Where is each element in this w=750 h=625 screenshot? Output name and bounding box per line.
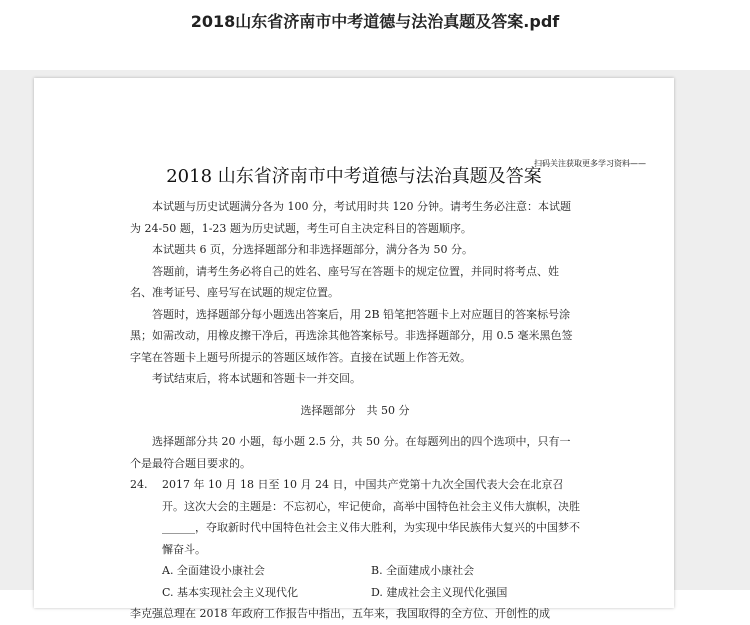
option-a: A. 全面建设小康社会	[162, 564, 265, 577]
intro-paragraph: 本试题与历史试题满分各为 100 分，考试用时共 120 分钟。请考生务必注意：本试题为 24-50 题，1-23 题为历史试题，考生可自主决定科目的答题顺序。	[130, 200, 571, 235]
question-text: 2017 年 10 月 18 日至 10 月 24 日，中国共产党第十九次全国代表大会在北京召开。这次大会的主题是：不忘初心，牢记使命，高举中国特色社会主义伟大旗帜，决胜______，夺取新时代中国特色社会主义伟大胜利，为实现中华民族伟大复兴的中国梦不懈奋斗。	[162, 478, 580, 556]
file-title: 2018山东省济南市中考道德与法治真题及答案.pdf	[190, 12, 560, 31]
pdf-page	[34, 78, 674, 620]
question-24	[130, 474, 580, 560]
document-body	[130, 196, 580, 625]
options-row	[130, 560, 580, 582]
section-title: 选择题部分 共 50 分	[300, 403, 410, 417]
intro-paragraph: 考试结束后，将本试题和答题卡一并交回。	[152, 372, 361, 385]
option-c: C. 基本实现社会主义现代化	[162, 585, 299, 599]
side-note: 扫码关注获取更多学习资料——	[534, 159, 646, 168]
next-question-line: 李克强总理在 2018 年政府工作报告中指出，五年来，我国取得的全方位、开创性的成	[130, 607, 550, 620]
document-title: 2018 山东省济南市中考道德与法治真题及答案	[166, 166, 542, 187]
title-bar	[0, 0, 750, 70]
section-description: 选择题部分共 20 小题，每小题 2.5 分，共 50 分。在每题列出的四个选项中，只有一个是最符合题目要求的。	[130, 435, 571, 470]
option-b: B. 全面建成小康社会	[371, 564, 475, 577]
intro-paragraph: 答题时，选择题部分每小题选出答案后，用 2B 铅笔把答题卡上对应题目的答案标号涂黑；如需改动，用橡皮擦干净后，再选涂其他答案标号。非选择题部分，用 0.5 毫米黑色签字笔在答题卡上题号所提示的答题区域作答。直接在试题上作答无效。	[130, 307, 573, 364]
intro-paragraph: 本试题共 6 页，分选择题部分和非选择题部分，满分各为 50 分。	[152, 243, 473, 256]
intro-paragraph: 答题前，请考生务必将自己的姓名、座号写在答题卡的规定位置，并同时将考点、姓名、准考证号、座号写在试题的规定位置。	[130, 264, 559, 299]
question-number: 24.	[130, 478, 148, 491]
options-row	[130, 582, 580, 604]
option-d: D. 建成社会主义现代化强国	[371, 585, 508, 599]
document-viewer[interactable]	[0, 70, 750, 620]
